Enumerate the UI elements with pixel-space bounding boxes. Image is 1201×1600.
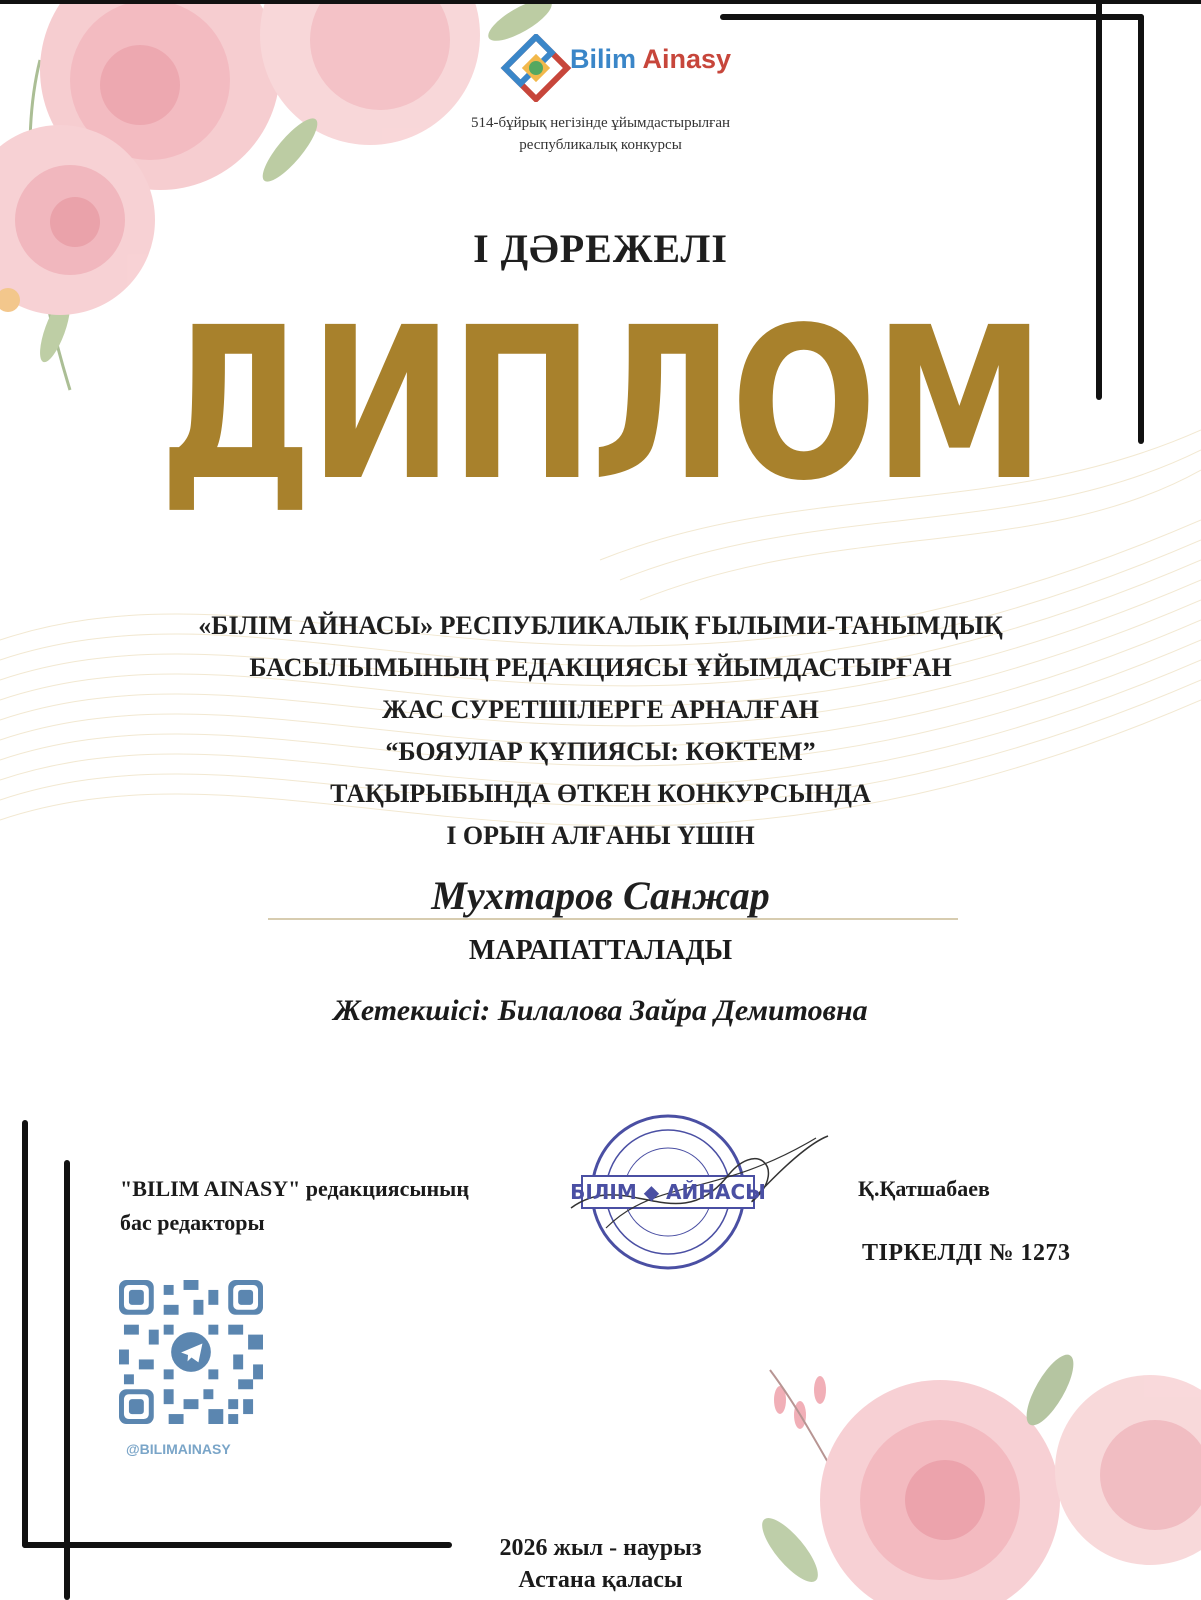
official-stamp-with-signature [566, 1108, 831, 1276]
brand-name-part1: Bilim [570, 44, 637, 74]
frame-line-top-edge [0, 0, 1201, 4]
editor-title-line-2: бас редакторы [120, 1210, 265, 1235]
award-line: ТАҚЫРЫБЫНДА ӨТКЕН КОНКУРСЫНДА [330, 779, 871, 808]
awarded-text: МАРАПАТТАЛАДЫ [468, 935, 733, 966]
subtitle-line-1: 514-бұйрық негізінде ұйымдастырылған [470, 115, 730, 131]
frame-line-right-inner [1096, 0, 1102, 400]
subtitle-line-2: республикалық конкурсы [519, 137, 682, 153]
award-line: ЖАС СУРЕТШІЛЕРГЕ АРНАЛҒАН [382, 695, 819, 724]
award-line: «БІЛІМ АЙНАСЫ» РЕСПУБЛИКАЛЫҚ ҒЫЛЫМИ-ТАНЫМДЫҚ [198, 611, 1003, 640]
issue-date-place [0, 1532, 1201, 1596]
degree-heading: І ДӘРЕЖЕЛІ [473, 226, 728, 271]
award-text [0, 605, 1201, 857]
frame-line-left [22, 1120, 28, 1548]
brand-name [570, 44, 731, 75]
brand-name-part2: Ainasy [642, 44, 732, 74]
award-line: БАСЫЛЫМЫНЫҢ РЕДАКЦИЯСЫ ҰЙЫМДАСТЫРҒАН [249, 653, 952, 682]
registration-number: ТІРКЕЛДІ № 1273 [862, 1240, 1071, 1266]
editor-title-line-1: "BILIM AINASY" редакциясының [120, 1176, 470, 1201]
name-underline [268, 918, 958, 920]
qr-code-icon [119, 1280, 263, 1424]
award-line: І ОРЫН АЛҒАНЫ ҮШІН [446, 821, 755, 850]
editor-title [120, 1172, 469, 1240]
bilim-ainasy-logo-icon [498, 34, 578, 102]
issue-date: 2026 жыл - наурыз [499, 1535, 702, 1561]
social-handle: @BILIMAINASY [126, 1441, 231, 1457]
recipient-name: Мухтаров Санжар [431, 873, 770, 918]
frame-line-top [720, 14, 1144, 20]
signer-name: Қ.Қатшабаев [858, 1176, 990, 1201]
contest-subtitle [0, 112, 1201, 156]
stamp-center-text: БІЛІМ ◆ АЙНАСЫ [570, 1180, 766, 1204]
diploma-title: ДИПЛОМ [159, 282, 1042, 527]
award-line: “БОЯУЛАР ҚҰПИЯСЫ: КӨКТЕМ” [385, 737, 816, 766]
issue-place: Астана қаласы [518, 1567, 683, 1593]
supervisor-text: Жетекшісі: Билалова Зайра Демитовна [333, 994, 868, 1027]
